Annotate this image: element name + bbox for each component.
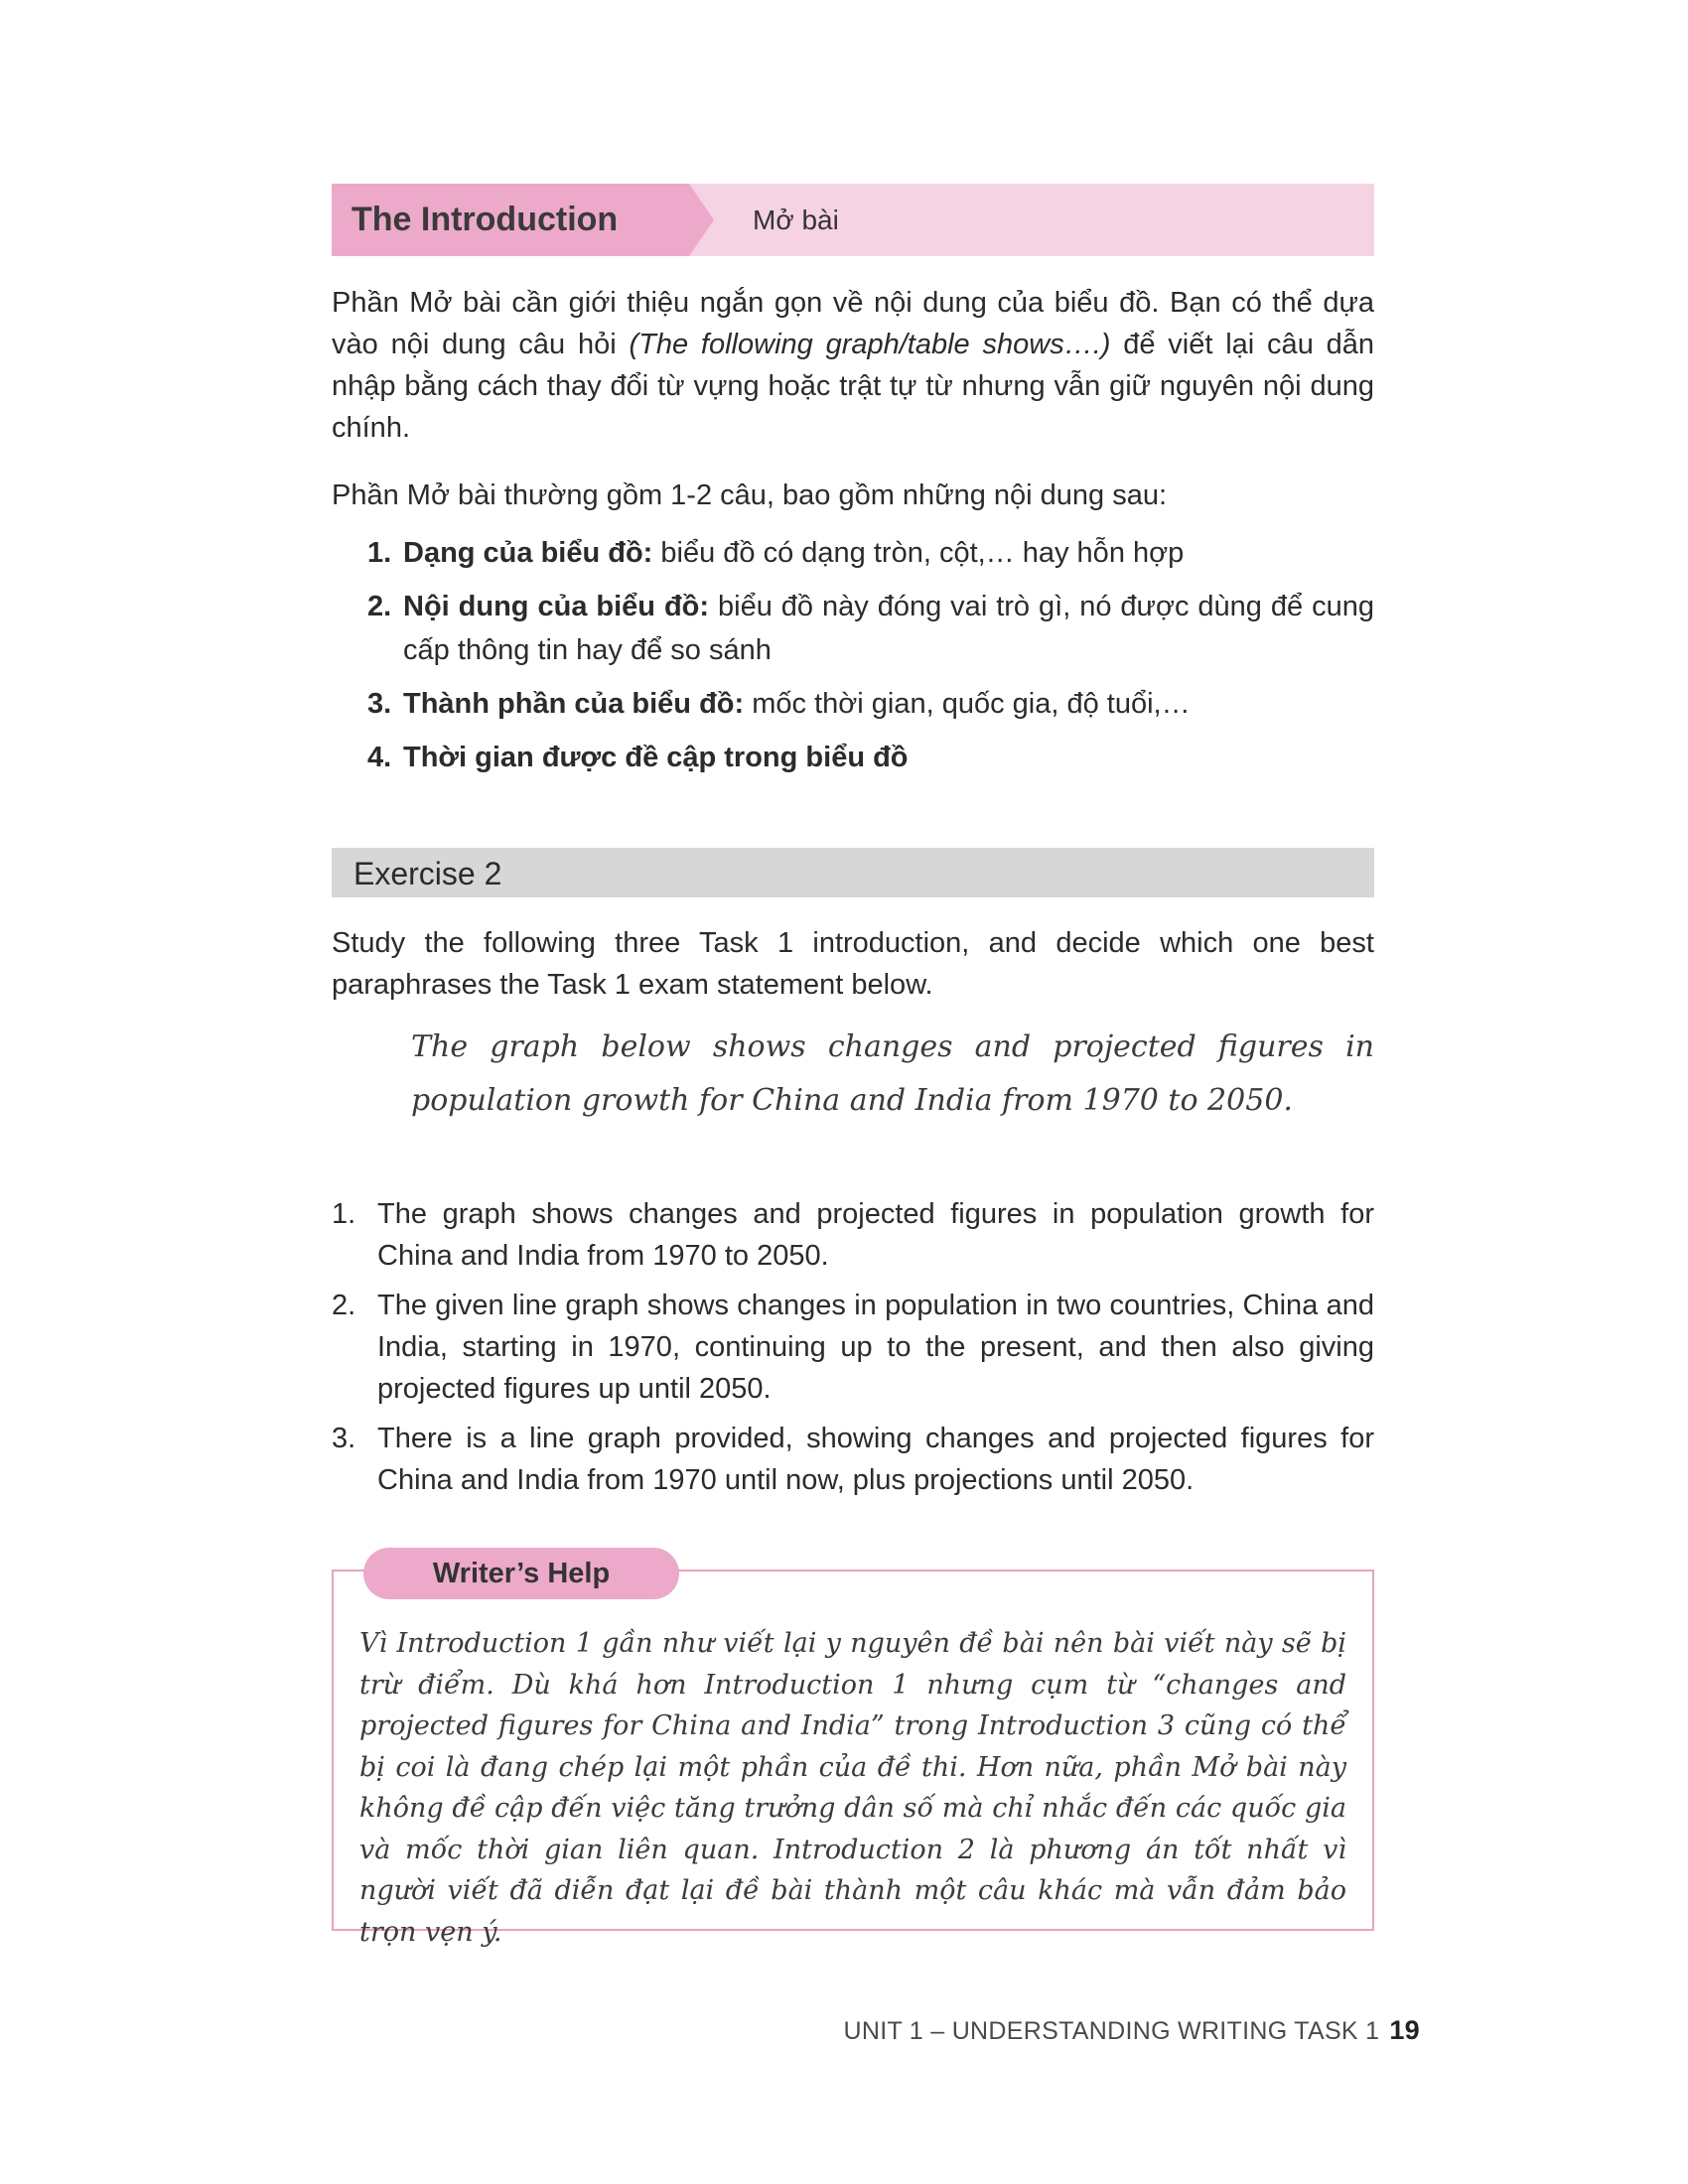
intro-paragraph-part2: để viết lại câu dẫn nhập bằng cách thay đổi từ vựng hoặc trật tự từ nhưng vẫn giữ nguyên nội dung chính. (332, 329, 1375, 444)
intro-paragraph-part1: Phần Mở bài cần giới thiệu ngắn gọn về nội dung của biểu đồ. Bạn có thể dựa vào nội dung câu hỏi (332, 287, 1374, 360)
list-item: 4. Thời gian được đề cập trong biểu đồ (367, 742, 909, 773)
exercise-title: Exercise 2 (353, 856, 502, 891)
list-item: 2. Nội dung của biểu đồ: biểu đồ này đóng vai trò gì, nó được dùng để cung cấp thông tin hay để so sánh (367, 591, 1374, 666)
footer-unit: UNIT 1 – UNDERSTANDING WRITING TASK 1 (843, 2017, 1380, 2045)
exercise-instruction: Study the following three Task 1 introduction, and decide which one best paraphrases the Task 1 exam statement below. (332, 927, 1374, 1001)
page-footer (843, 2015, 1420, 2046)
intro-content-list (367, 531, 1374, 789)
list-item: 3. There is a line graph provided, showing changes and projected figures for China and India from 1970 until now, plus projections until 2050. (332, 1423, 1374, 1496)
list-item: 1. Dạng của biểu đồ: biểu đồ có dạng tròn, cột,… hay hỗn hợp (367, 537, 1185, 569)
exam-statement: The graph below shows changes and projected figures in population growth for China and India from 1970 to 2050. (411, 1029, 1374, 1118)
exercise-options (332, 1193, 1374, 1509)
exercise-header (332, 848, 1374, 897)
writers-help-box (332, 1558, 1374, 1948)
list-item: 2. The given line graph shows changes in population in two countries, China and India, starting in 1970, continuing up to the present, and then also giving projected figures up until 2050. (332, 1290, 1374, 1405)
intro-list-lead: Phần Mở bài thường gồm 1-2 câu, bao gồm những nội dung sau: (332, 479, 1168, 511)
intro-paragraph (332, 282, 1374, 449)
section-header (332, 184, 1374, 256)
list-item: 3. Thành phần của biểu đồ: mốc thời gian, quốc gia, độ tuổi,… (367, 688, 1191, 720)
section-subtitle: Mở bài (753, 205, 839, 235)
intro-paragraph-example: (The following graph/table shows….) (629, 329, 1111, 360)
section-title: The Introduction (352, 201, 619, 238)
writers-help-label: Writer’s Help (363, 1548, 679, 1599)
list-item: 1. The graph shows changes and projected figures in population growth for China and India from 1970 to 2050. (332, 1198, 1374, 1272)
writers-help-text: Vì Introduction 1 gần như viết lại y nguyên đề bài nên bài viết này sẽ bị trừ điểm. Dù khá hơn Introduction 1 nhưng cụm từ “changes and projected figures for China and India” trong Introduction 3 cũng có thể bị coi là đang chép lại một phần của đề thi. Hơn nữa, phần Mở bài này không đề cập đến việc tăng trưởng dân số mà chỉ nhắc đến các quốc gia và mốc thời gian liên quan. Introduction 2 là phương án tốt nhất vì người viết đã diễn đạt lại đề bài thành một câu khác mà vẫn đảm bảo trọn vẹn ý. (359, 1628, 1346, 1948)
page-number: 19 (1389, 2015, 1420, 2045)
